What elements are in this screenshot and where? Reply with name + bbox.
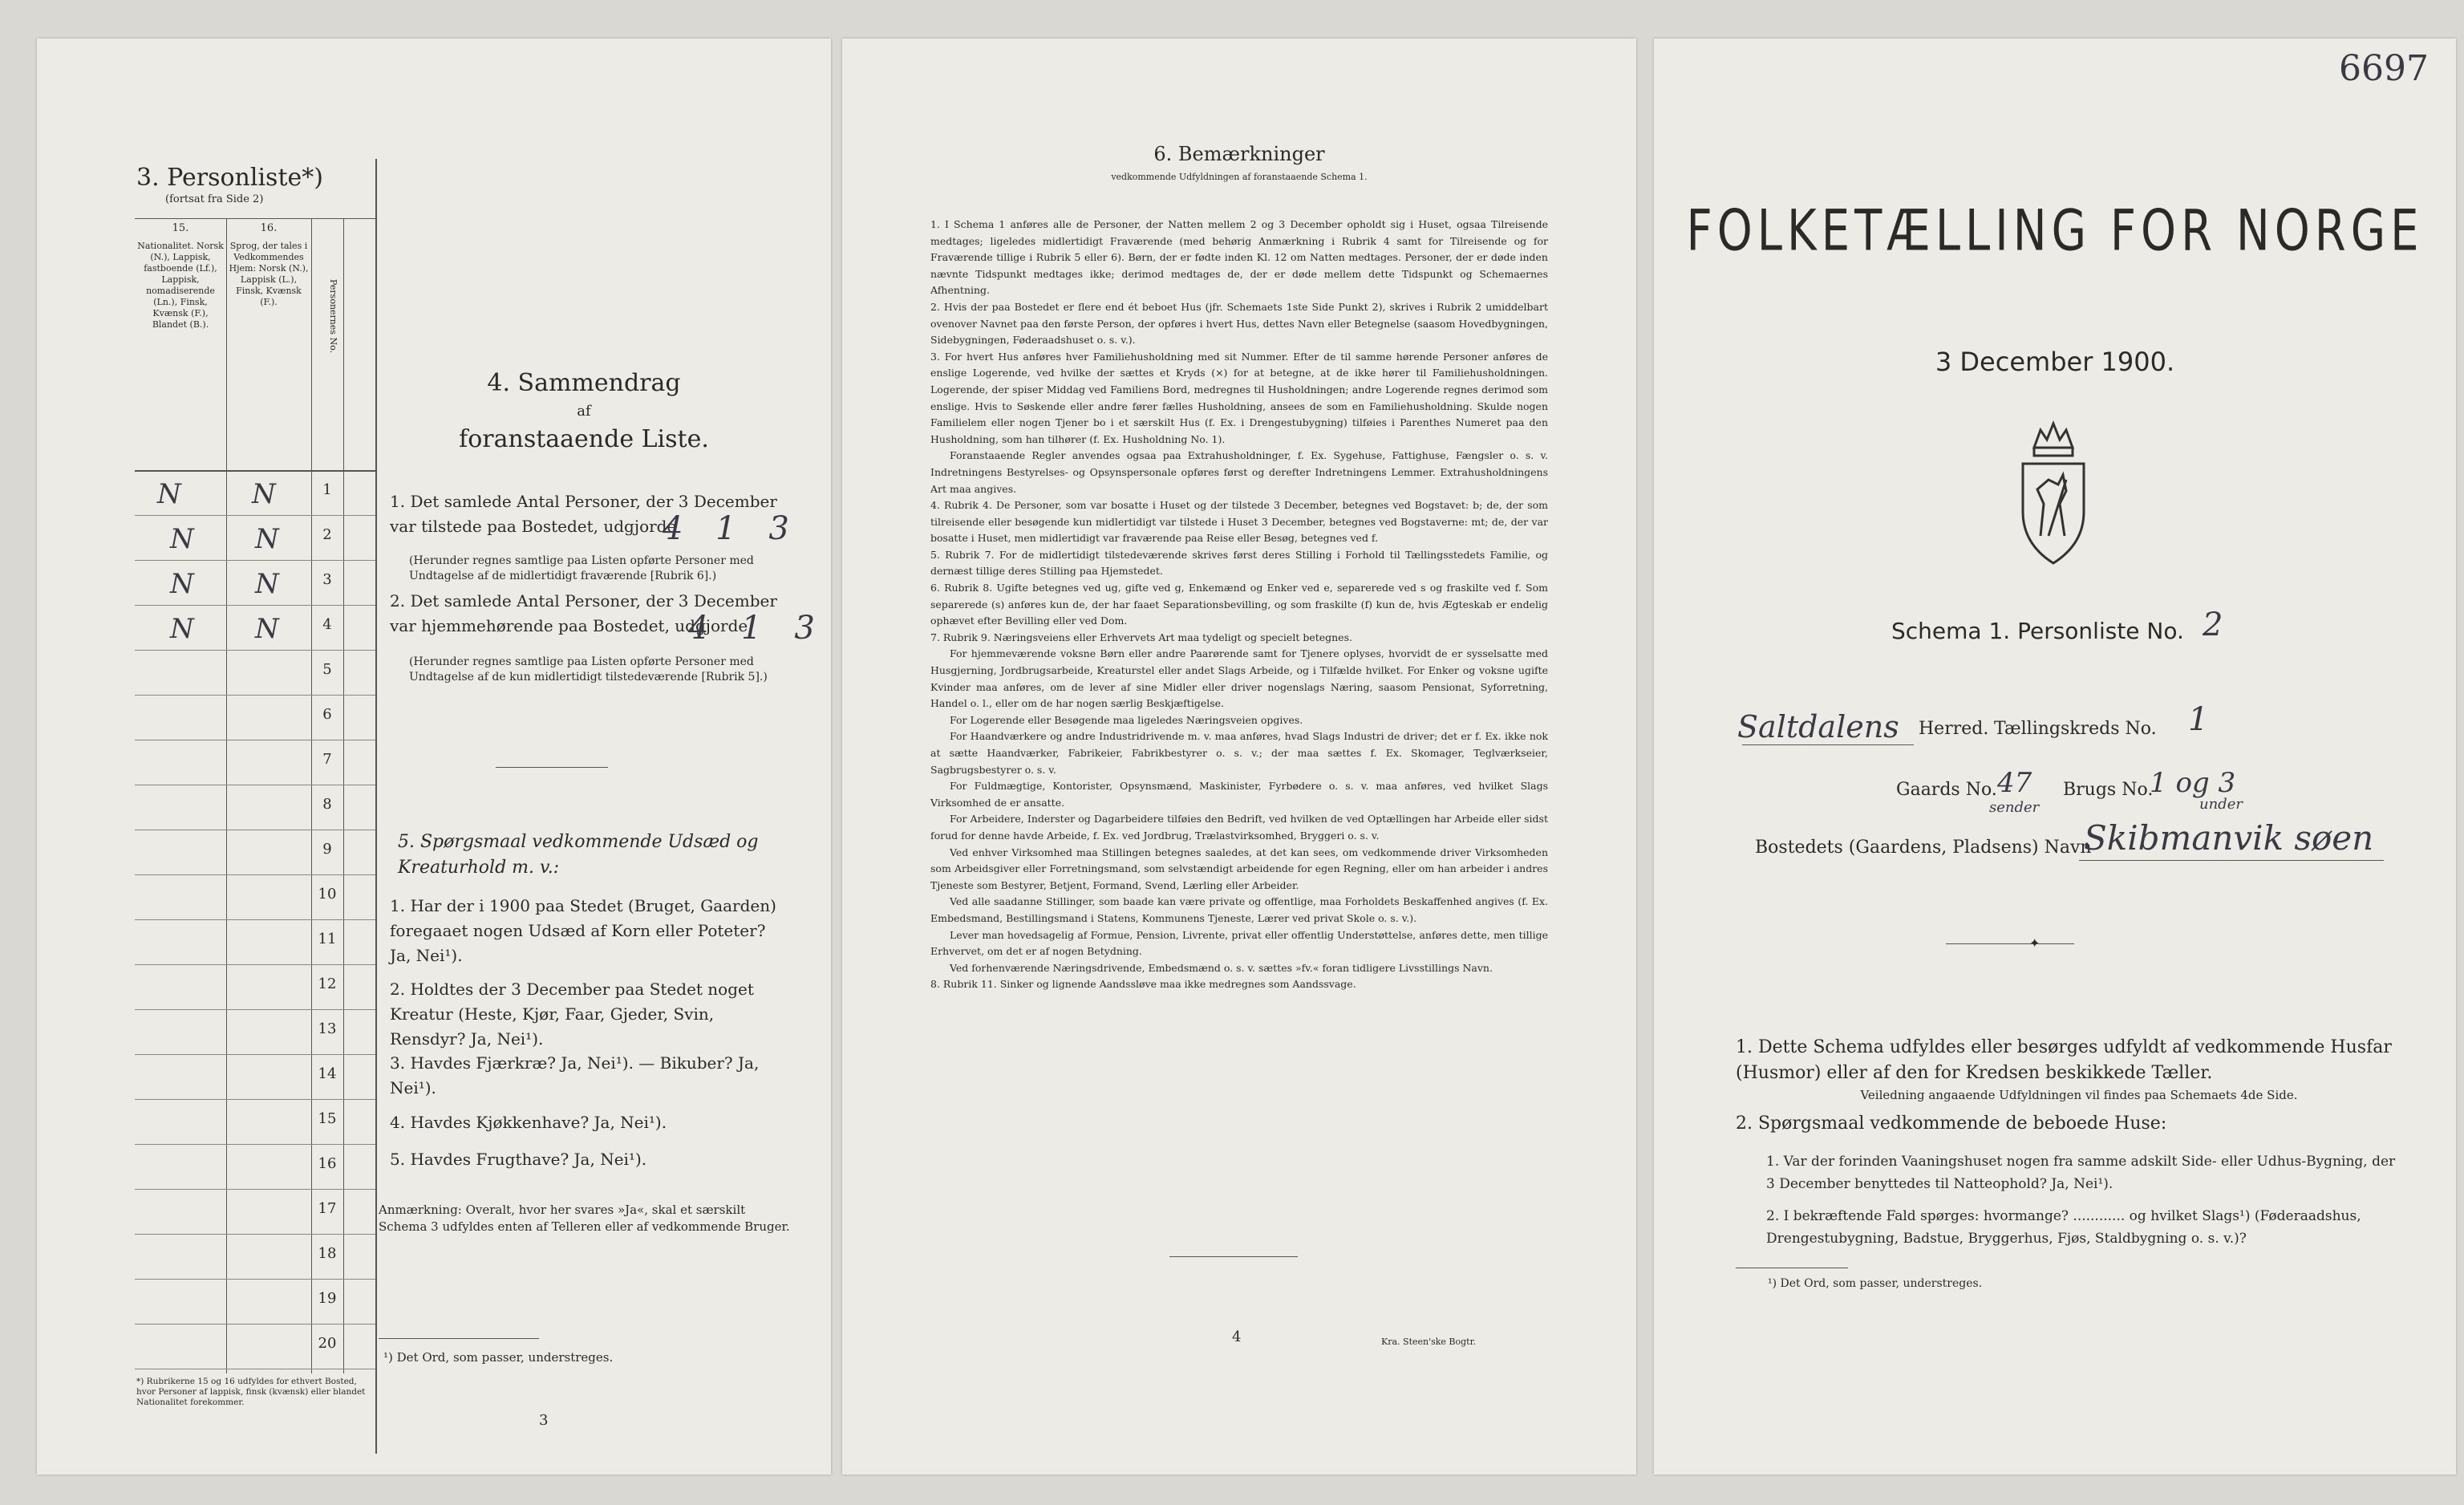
herred-value: Saltdalens bbox=[1737, 709, 1899, 744]
row-number: 18 bbox=[318, 1245, 337, 1262]
row-number: 8 bbox=[322, 796, 332, 813]
remark-paragraph: 8. Rubrik 11. Sinker og lignende Aandssløve maa ikke medregnes som Aandssvage. bbox=[930, 978, 1356, 991]
page-number: 3 bbox=[539, 1412, 549, 1429]
row-number: 19 bbox=[318, 1290, 337, 1307]
row-number: 3 bbox=[322, 571, 332, 588]
brugs-label: Brugs No. bbox=[2063, 780, 2154, 800]
remark-paragraph: For Logerende eller Besøgende maa ligeledes Næringsveien opgives. bbox=[950, 713, 1303, 726]
question-2: 2. Holdtes der 3 December paa Stedet noget Kreatur (Heste, Kjør, Faar, Gjeder, Svin, Rensdyr? Ja, Nei¹). bbox=[390, 980, 754, 1049]
remark-paragraph: Ved forhenværende Næringsdrivende, Embedsmænd o. s. v. sættes »fv.« foran tidligere Livsstillings Navn. bbox=[950, 961, 1493, 974]
row-number: 7 bbox=[322, 751, 332, 768]
census-date: 3 December 1900. bbox=[1935, 347, 2175, 377]
page-3-personliste bbox=[37, 39, 831, 1475]
col-nr-header: Personernes No. bbox=[328, 279, 338, 354]
row-number: 5 bbox=[322, 661, 332, 678]
remarks-text bbox=[930, 217, 1548, 993]
nationality-entry: N bbox=[157, 478, 181, 510]
col15-header: Nationalitet. Norsk (N.), Lappisk, fastboende (Lf.), Lappisk, nomadiserende (Ln.), Finsk, Kvænsk (F.), Blandet (B.). bbox=[137, 241, 224, 330]
herred-label: Herred. bbox=[1919, 719, 1989, 739]
remark-paragraph: For Haandværkere og andre Industridrivende m. v. maa anføres, hvad Slags Industri de driver; det er f. Ex. ikke nok at sætte Haandværker, Fabrikeier, Fabrikbestyrer o. s. v.; der maa sættes f. Ex. Skomager, Teglværkseier, Sagbrugsbestyrer o. s. v. bbox=[930, 730, 1548, 776]
footnote-understreges: ¹) Det Ord, som passer, understreges. bbox=[383, 1350, 614, 1365]
footnote-nationality: *) Rubrikerne 15 og 16 udfyldes for ethvert Bosted, hvor Personer af lappisk, finsk (kvænsk) eller blandet Nationalitet forekommer. bbox=[136, 1377, 366, 1407]
summary-item-2: 2. Det samlede Antal Personer, der 3 December var hjemmehørende paa Bostedet, udgjorde bbox=[390, 591, 777, 635]
brugs-value: 1 og 3 bbox=[2150, 767, 2236, 799]
ornament-icon: ✦ bbox=[2029, 935, 2040, 951]
language-entry: N bbox=[255, 523, 279, 555]
row-number: 14 bbox=[318, 1065, 337, 1082]
bosted-label: Bostedets (Gaardens, Pladsens) Navn bbox=[1755, 838, 2092, 858]
row-number: 12 bbox=[318, 976, 337, 992]
page-4-bemaerkninger bbox=[842, 39, 1636, 1475]
instruction-1: 1. Dette Schema udfyldes eller besørges udfyldt af vedkommende Husfar (Husmor) eller af den for Kredsen beskikkede Tæller. bbox=[1736, 1037, 2392, 1083]
annotation-note: Anmærkning: Overalt, hvor her svares »Ja«, skal et særskilt Schema 3 udfyldes enten af Telleren eller af vedkommende Bruger. bbox=[379, 1203, 790, 1234]
coat-of-arms-icon bbox=[2016, 416, 2090, 570]
gaards-label: Gaards No. bbox=[1896, 780, 1997, 800]
remark-paragraph: 2. Hvis der paa Bostedet er flere end ét beboet Hus (jfr. Schemaets 1ste Side Punkt 2), skrives i Rubrik 2 umiddelbart ovenover Navnet paa den første Person, der opføres i hvert Hus, dettes Navn eller Betegnelse (saasom Hovedbygningen, Sidebygningen, Føderaadshuset o. s. v.). bbox=[930, 300, 1548, 347]
personliste-subtitle: (fortsat fra Side 2) bbox=[165, 193, 264, 205]
section4-title: 4. Sammendrag bbox=[487, 369, 681, 397]
summary-item-1-note: (Herunder regnes samtlige paa Listen opførte Personer med Undtagelse af de midlertidigt fraværende [Rubrik 6].) bbox=[409, 554, 754, 582]
instruction-2: 2. Spørgsmaal vedkommende de beboede Huse: bbox=[1736, 1114, 2167, 1134]
footnote-understreges: ¹) Det Ord, som passer, understreges. bbox=[1768, 1277, 1983, 1290]
row-number: 20 bbox=[318, 1335, 337, 1352]
remark-paragraph: 1. I Schema 1 anføres alle de Personer, der Natten mellem 2 og 3 December opholdt sig i Huset, ogsaa Tilreisende medtages; ligeledes midlertidigt Fraværende (med behørig Anmærkning i Rubrik 4 samt for Tilreisende og for Fraværende tillige i Rubrik 5 eller 6). Børn, der er fødte inden Kl. 12 om Natten medtages. Personer, der er døde inden nævnte Tidspunkt medtages ikke; derimod medtages de, der er døde mellem dette Tidspunkt og Schemaernes Afhentning. bbox=[930, 218, 1548, 297]
section4-subtitle: foranstaaende Liste. bbox=[459, 425, 709, 453]
remark-paragraph: Lever man hovedsagelig af Formue, Pension, Livrente, privat eller offentlig Understøttelse, anføres dette, men tillige Erhvervet, om det er af nogen Betydning. bbox=[930, 928, 1548, 958]
printer-imprint: Kra. Steen'ske Bogtr. bbox=[1381, 1337, 1477, 1347]
summary-item-1: 1. Det samlede Antal Personer, der 3 December var tilstede paa Bostedet, udgjorde bbox=[390, 492, 777, 536]
remark-paragraph: Foranstaaende Regler anvendes ogsaa paa Extrahusholdninger, f. Ex. Sygehuse, Fattighuse, Fængsler o. s. v. Indretningens Bestyrelses- og Opsynspersonale opføres først og derefter Indretningens Lemmer. Extrahusholdningens Art maa angives. bbox=[930, 449, 1548, 495]
question-1: 1. Har der i 1900 paa Stedet (Bruget, Gaarden) foregaaet nogen Udsæd af Korn eller Poteter? Ja, Nei¹). bbox=[390, 896, 776, 965]
nationality-entry: N bbox=[170, 523, 194, 555]
row-number: 6 bbox=[322, 706, 332, 723]
remarks-subtitle: vedkommende Udfyldningen af foranstaaende Schema 1. bbox=[1111, 172, 1368, 182]
row-number: 16 bbox=[318, 1155, 337, 1172]
archive-stamp: 6697 bbox=[2339, 48, 2429, 89]
remark-paragraph: 6. Rubrik 8. Ugifte betegnes ved ug, gifte ved g, Enkemænd og Enker ved e, separerede ved s og fraskilte ved f. Som separerede (s) anføres kun de, der har faaet Separationsbevilling, og som fraskilte (f) kun de, hvis Ægteskab er endelig ophævet efter Bevilling eller ved Dom. bbox=[930, 582, 1548, 627]
instruction-2-1: 1. Var der forinden Vaaningshuset nogen fra samme adskilt Side- eller Udhus-Bygning, der 3 December benyttedes til Natteophold? Ja, Nei¹). bbox=[1766, 1154, 2396, 1192]
remark-paragraph: Ved alle saadanne Stillinger, som baade kan være private og offentlige, maa Forholdets Beskaffenhed angives (f. Ex. Embedsmand, Bestillingsmand i Statens, Kommunens Tjeneste, Lærer ved privat Skole o. s. v.). bbox=[930, 895, 1548, 924]
section4-af: af bbox=[577, 403, 591, 420]
col15-number: 15. bbox=[172, 222, 189, 234]
question-5: 5. Havdes Frugthave? Ja, Nei¹). bbox=[390, 1150, 647, 1169]
remark-paragraph: 5. Rubrik 7. For de midlertidigt tilstedeværende skrives først deres Stilling i Forhold til Tællingsstedets Familie, og dernæst tillige deres Stilling paa Hjemstedet. bbox=[930, 548, 1548, 578]
language-entry: N bbox=[255, 568, 279, 600]
col16-number: 16. bbox=[260, 222, 278, 234]
remark-paragraph: 3. For hvert Hus anføres hver Familiehusholdning med sit Nummer. Efter de til samme hørende Personer anføres de enslige Logerende, ved hvilke der sættes et Kryds (×) for at betegne, at de ikke hører til Familiehusholdningen. Logerende, der spiser Middag ved Familiens Bord, medregnes til Husholdningen; andre Logerende regnes derimod som enslige. Hvis to Søskende eller andre fører fælles Husholdning, ansees de som en Familiehusholdning. Skulde nogen Familielem eller nogen Tjener bo i et særskilt Hus (f. Ex. i Drengestubygning) tilføies i Parenthes Numeret paa den Husholdning, som han tilhører (f. Ex. Husholdning No. 1). bbox=[930, 350, 1548, 445]
row-number: 1 bbox=[322, 481, 332, 498]
kreds-label: Tællingskreds No. bbox=[1994, 719, 2157, 739]
section5-title: 5. Spørgsmaal vedkommende Udsæd og Kreaturhold m. v.: bbox=[398, 832, 759, 878]
summary-item-1-value: 4 1 3 bbox=[663, 510, 800, 547]
bosted-value: Skibmanvik søen bbox=[2084, 818, 2374, 858]
gaards-value: 47 bbox=[1997, 767, 2032, 799]
row-number: 2 bbox=[322, 526, 332, 543]
gaards-sub: sender bbox=[1989, 799, 2040, 816]
row-number: 10 bbox=[318, 886, 337, 903]
page-1-cover bbox=[1654, 39, 2456, 1475]
remark-paragraph: Ved enhver Virksomhed maa Stillingen betegnes saaledes, at det kan sees, om vedkommende driver Virksomheden som Arbeidsgiver eller Forretningsmand, som selvstændigt arbeidende for egen Regning, eller om han arbeider i andres Tjeneste som Bestyrer, Betjent, Formand, Svend, Lærling eller Arbeider. bbox=[930, 846, 1548, 891]
row-number: 17 bbox=[318, 1200, 337, 1217]
nationality-entry: N bbox=[170, 568, 194, 600]
summary-item-2-value: 4 1 3 bbox=[688, 610, 826, 647]
page-number: 4 bbox=[1232, 1329, 1242, 1345]
language-entry: N bbox=[255, 613, 279, 645]
instruction-1-note: Veiledning angaaende Udfyldningen vil findes paa Schemaets 4de Side. bbox=[1860, 1088, 2298, 1102]
remark-paragraph: For Arbeidere, Inderster og Dagarbeidere tilføies den Bedrift, ved hvilken de ved Optællingen har Arbeide eller sidst forud for denne havde Arbeide, f. Ex. ved Jordbrug, Trælastvirksomhed, Bryggeri o. s. v. bbox=[930, 813, 1548, 842]
col16-header: Sprog, der tales i Vedkommendes Hjem: Norsk (N.), Lappisk (L.), Finsk, Kvænsk (F.). bbox=[229, 241, 309, 307]
remark-paragraph: For Fuldmægtige, Kontorister, Opsynsmænd, Maskinister, Fyrbødere o. s. v. maa anføres, ved hvilket Slags Virksomhed de er ansatte. bbox=[930, 780, 1548, 809]
row-number: 11 bbox=[318, 931, 337, 947]
remark-paragraph: For hjemmeværende voksne Børn eller andre Paarørende samt for Tjenere oplyses, hvorvidt de er sysselsatte med Husgjerning, Jordbrugsarbeide, Kreaturstel eller andet Slags Arbeide, og i Tilfælde hvilket. For Enker og voksne ugifte Kvinder maa anføres, om de lever af sine Midler eller driver nogenslags Næring, saasom Pensionat, Syforretning, Handel o. l., eller om de har nogen særlig Beskjæftigelse. bbox=[930, 647, 1548, 710]
personliste-number: 2 bbox=[2203, 606, 2223, 643]
row-number: 4 bbox=[322, 616, 332, 633]
schema-label: Schema 1. Personliste No. bbox=[1891, 618, 2184, 644]
census-title: FOLKETÆLLING FOR NORGE bbox=[1686, 198, 2424, 265]
personliste-title: 3. Personliste*) bbox=[136, 164, 323, 192]
summary-item-2-note: (Herunder regnes samtlige paa Listen opførte Personer med Undtagelse af de kun midlertidigt tilstedeværende [Rubrik 5].) bbox=[409, 655, 768, 684]
nationality-entry: N bbox=[170, 613, 194, 645]
kreds-value: 1 bbox=[2188, 701, 2209, 738]
brugs-sub: under bbox=[2199, 796, 2243, 813]
question-4: 4. Havdes Kjøkkenhave? Ja, Nei¹). bbox=[390, 1113, 667, 1132]
instruction-2-2: 2. I bekræftende Fald spørges: hvormange? ............ og hvilket Slags¹) (Føderaadshus, Drengestubygning, Badstue, Bryggerhus, Fjøs, Staldbygning o. s. v.)? bbox=[1766, 1208, 2361, 1247]
question-3: 3. Havdes Fjærkræ? Ja, Nei¹). — Bikuber? Ja, Nei¹). bbox=[390, 1053, 760, 1097]
row-number: 15 bbox=[318, 1110, 337, 1127]
remarks-title: 6. Bemærkninger bbox=[1153, 143, 1325, 165]
language-entry: N bbox=[252, 478, 276, 510]
remark-paragraph: 7. Rubrik 9. Næringsveiens eller Erhvervets Art maa tydeligt og specielt betegnes. bbox=[930, 631, 1352, 643]
row-number: 9 bbox=[322, 841, 332, 858]
row-number: 13 bbox=[318, 1020, 337, 1037]
remark-paragraph: 4. Rubrik 4. De Personer, som var bosatte i Huset og der tilstede 3 December, betegnes ved Bogstavet: b; de, der som tilreisende eller besøgende kun midlertidigt var tilstede i Huset 3 December, betegnes ved Bogstaverne: mt; de, der var bosatte i Huset, men midlertidigt var fraværende paa Reise eller Besøg, betegnes ved f. bbox=[930, 499, 1548, 545]
